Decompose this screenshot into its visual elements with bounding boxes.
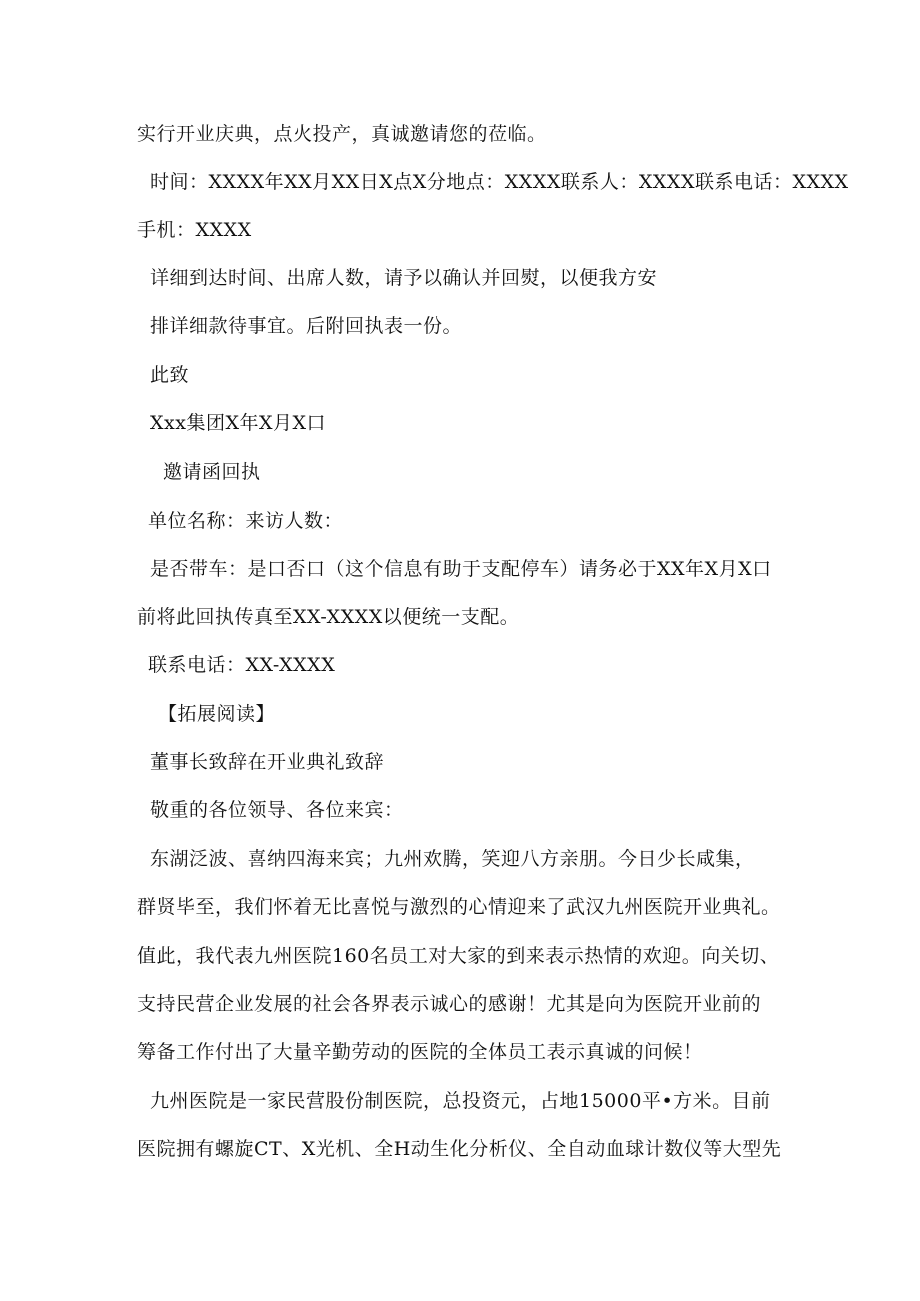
text-line-2: 时间：XXXX年XX月XX日X点X分地点：XXXX联系人：XXXX联系电话：XXXX — [150, 171, 849, 193]
text-line-12: 联系电话：XX-XXXX — [148, 654, 336, 676]
text-line-7: Xxx集团X年X月X口 — [150, 412, 327, 434]
text-line-6: 此致 — [150, 364, 190, 386]
text-line-15: 敬重的各位领导、各位来宾： — [150, 799, 404, 821]
text-line-13: 【拓展阅读】 — [158, 703, 276, 725]
text-line-17: 群贤毕至，我们怀着无比喜悦与激烈的心情迎来了武汉九州医院开业典礼。 — [137, 896, 781, 918]
text-line-1: 实行开业庆典，点火投产，真诚邀请您的莅临。 — [137, 123, 547, 145]
text-line-10: 是否带车：是口否口（这个信息有助于支配停车）请务必于XX年X月X口 — [150, 558, 772, 580]
text-line-22: 医院拥有螺旋CT、X光机、全H动生化分析仪、全自动血球计数仪等大型先 — [137, 1138, 782, 1160]
text-line-16: 东湖泛波、喜纳四海来宾；九州欢腾，笑迎八方亲朋。今日少长咸集， — [150, 848, 755, 870]
text-line-8: 邀请函回执 — [163, 461, 261, 483]
text-line-21: 九州医院是一家民营股份制医院，总投资元，占地15000平•方米。目前 — [150, 1090, 771, 1112]
text-line-20: 筹备工作付出了大量辛勤劳动的医院的全体员工表示真诚的问候！ — [137, 1041, 703, 1063]
text-line-5: 排详细款待事宜。后附回执表一份。 — [150, 315, 463, 337]
text-line-4: 详细到达时间、出席人数，请予以确认并回熨，以便我方安 — [150, 267, 658, 289]
text-line-3: 手机：XXXX — [137, 219, 252, 241]
text-line-19: 支持民营企业发展的社会各界表示诚心的感谢！尤其是向为医院开业前的 — [137, 993, 762, 1015]
text-line-18: 值此，我代表九州医院160名员工对大家的到来表示热情的欢迎。向关切、 — [137, 945, 780, 967]
text-line-14: 董事长致辞在开业典礼致辞 — [150, 751, 385, 773]
text-line-9: 单位名称：来访人数： — [148, 510, 344, 532]
text-line-11: 前将此回执传真至XX-XXXX以便统一支配。 — [137, 606, 520, 628]
